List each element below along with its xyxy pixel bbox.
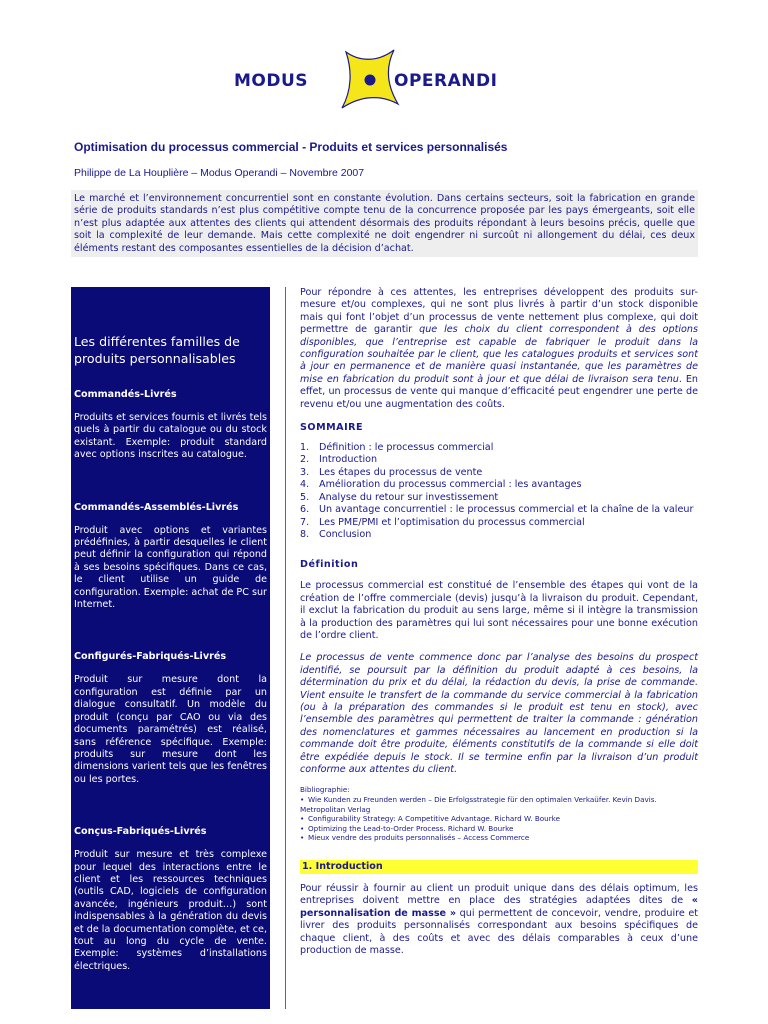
toc-number: 1. bbox=[300, 442, 310, 454]
toc-item bbox=[300, 517, 698, 529]
sidebar-section-text: Produits et services fournis et livrés tels quels à partir du catalogue ou du stock existant. Exemple: produit standard avec options inscrites au catalogue. bbox=[74, 412, 267, 461]
introduction-bold: « personnalisation de masse » bbox=[300, 895, 698, 919]
toc-item bbox=[300, 479, 698, 491]
toc-item bbox=[300, 492, 698, 504]
logo-word-modus: MODUS bbox=[234, 71, 309, 91]
sidebar-section-text: Produit sur mesure dont la configuration est définie par un dialogue consultatif. Un modèle du produit (conçu par CAO ou via des documents paramétrés) est réalisé, sans référence spécifique. Exemple: produits sur mesure dont les dimensions varient tels que les fenêtres ou les portes. bbox=[74, 674, 267, 785]
toc-text: Définition : le processus commercial bbox=[319, 442, 494, 454]
introduction-text-2: qui permettent de concevoir, vendre, produire et livrer des produits personnalisés correspondant aux besoins spécifiques de chaque client, à des coûts et avec des délais comparables à ceux d’une production de masse. bbox=[300, 907, 698, 956]
bibliography-item: • Optimizing the Lead-to-Order Process. Richard W. Bourke bbox=[300, 824, 698, 834]
intro-paragraph: Le marché et l’environnement concurrentiel sont en constante évolution. Dans certains secteurs, soit la fabrication en grande série de produits standards n’est plus compétitive compte tenu de la concurrence proposée par les pays émergeants, soit elle n’est plus adaptée aux attentes des clients qui attendent désormais des produits répondant à leurs besoins précis, quelle que soit la complexité de leur demande. Mais cette complexité ne doit engendrer ni surcoût ni allongement du délai, ces deux éléments restant des composantes essentielles de la décision d’achat. bbox=[74, 193, 695, 254]
toc-number: 4. bbox=[300, 479, 310, 491]
introduction-heading: 1. Introduction bbox=[300, 860, 698, 874]
bibliography-list bbox=[300, 795, 698, 843]
sidebar-section-text: Produit avec options et variantes prédéfinies, à partir desquelles le client peut définir la configuration qui répond à ses besoins spécifiques. Dans ce cas, le client utilise un guide de configuration. Exemple: achat de PC sur Internet. bbox=[74, 524, 267, 611]
toc-number: 8. bbox=[300, 528, 310, 540]
definition-paragraph: Le processus commercial est constitué de l’ensemble des étapes qui vont de la création de l’offre commerciale (devis) jusqu’à la livraison du produit. Cependant, il exclut la fabrication du produit au sens large, même si il intègre la transmission à la production des paramètres qui lui sont nécessaires pour une bonne exécution de l’ordre client. bbox=[300, 580, 698, 641]
introduction-text-1: Pour réussir à fournir au client un produit unique dans des délais optimum, les entreprises doivent mettre en place des stratégies adaptées dites de bbox=[300, 882, 698, 907]
toc-number: 5. bbox=[300, 491, 310, 503]
toc-item bbox=[300, 467, 698, 479]
toc-text: Un avantage concurrentiel : le processus commercial et la chaîne de la valeur bbox=[319, 504, 694, 516]
lead-text-1: Pour répondre à ces attentes, les entreprises développent des produits sur-mesure et/ou complexes, qui ne sont plus livrés à partir d’un stock disponible mais qui font l’objet d’un processus de vente nettement plus complexe, qui doit permettre de garantir bbox=[300, 287, 698, 336]
toc-item bbox=[300, 504, 698, 516]
sommaire-title: SOMMAIRE bbox=[300, 422, 364, 434]
lead-paragraph bbox=[300, 287, 698, 411]
table-of-contents bbox=[300, 442, 698, 541]
sidebar-section-text: Produit sur mesure et très complexe pour lequel des interactions entre le client et les ressources techniques (outils CAD, logiciels de configuration avancée, ingénieurs produit…) sont indispensables à la génération du devis et de la documentation complète, et ce, tout au long du cycle de vente. Exemple: systèmes d’installations électriques. bbox=[74, 849, 267, 972]
company-logo bbox=[234, 46, 534, 112]
toc-text: Les PME/PMI et l’optimisation du processus commercial bbox=[319, 516, 585, 528]
sidebar-section-title: Conçus-Fabriqués-Livrés bbox=[74, 826, 207, 838]
lead-text-emphasis: que les choix du client correspondent à des options disponibles, que l’entreprise est capable de fabriquer le produit dans la configuration souhaitée par le client, que les catalogues produits et services sont à jour en permanence et de manière quasi instantanée, que les paramètres de mise en fabrication du produit sont à jour et que délai de livraison sera tenu bbox=[300, 324, 699, 385]
main-column bbox=[300, 287, 698, 957]
document-title: Optimisation du processus commercial - Produits et services personnalisés bbox=[74, 140, 508, 154]
column-divider bbox=[285, 287, 286, 1009]
toc-item bbox=[300, 442, 698, 454]
bibliography-title: Bibliographie: bbox=[300, 785, 350, 795]
bibliography-item: • Mieux vendre des produits personnalisés – Access Commerce bbox=[300, 833, 698, 843]
toc-text: Amélioration du processus commercial : les avantages bbox=[319, 479, 582, 491]
toc-text: Conclusion bbox=[319, 528, 372, 540]
definition-title: Définition bbox=[300, 559, 359, 571]
logo-word-operandi: OPERANDI bbox=[394, 71, 498, 91]
toc-number: 3. bbox=[300, 466, 310, 478]
bibliography bbox=[300, 785, 698, 843]
toc-text: Les étapes du processus de vente bbox=[319, 466, 483, 478]
toc-number: 2. bbox=[300, 454, 310, 466]
author-line: Philippe de La Houplière – Modus Operandi – Novembre 2007 bbox=[74, 167, 365, 179]
star-logo-icon bbox=[338, 48, 400, 110]
intro-box bbox=[71, 190, 698, 257]
sidebar-panel bbox=[71, 287, 270, 1009]
bibliography-item: • Configurability Strategy: A Competitive Advantage. Richard W. Bourke bbox=[300, 814, 698, 824]
sales-process-paragraph: Le processus de vente commence donc par l’analyse des besoins du prospect identifié, se poursuit par la définition du produit adapté à ces besoins, la détermination du prix et du délai, la rédaction du devis, la prise de commande. Vient ensuite le transfert de la commande du service commercial à la fabrication (ou à la préparation des commandes si le produit est tenu en stock), avec l’ensemble des paramètres qui permettent de traiter la commande : génération des nomenclatures et gammes nécessaires au lancement en production si la commande doit être produite, éléments constitutifs de la commande si elle doit être expédiée depuis le stock. Il se termine enfin par la livraison d’un produit conforme aux attentes du client. bbox=[300, 652, 698, 775]
introduction-paragraph bbox=[300, 883, 698, 957]
toc-item bbox=[300, 454, 698, 466]
bibliography-item: • Wie Kunden zu Freunden werden – Die Erfolgsstrategie für den optimalen Verkaüfer. Kevin Davis. Metropolitan Verlag bbox=[300, 795, 698, 814]
lead-text-2: . En effet, un processus de vente qui manque d’efficacité peut engendrer une perte de revenu et/ou une augmentation des coûts. bbox=[300, 373, 698, 410]
sidebar-section-title: Configurés-Fabriqués-Livrés bbox=[74, 651, 227, 663]
toc-item bbox=[300, 529, 698, 541]
toc-number: 7. bbox=[300, 516, 310, 528]
toc-number: 6. bbox=[300, 504, 310, 516]
toc-text: Introduction bbox=[319, 454, 378, 466]
sidebar-section-title: Commandés-Livrés bbox=[74, 389, 177, 400]
sidebar-heading: Les différentes familles de produits personnalisables bbox=[74, 334, 240, 366]
sidebar-section-title: Commandés-Assemblés-Livrés bbox=[74, 501, 239, 513]
toc-text: Analyse du retour sur investissement bbox=[319, 491, 499, 503]
